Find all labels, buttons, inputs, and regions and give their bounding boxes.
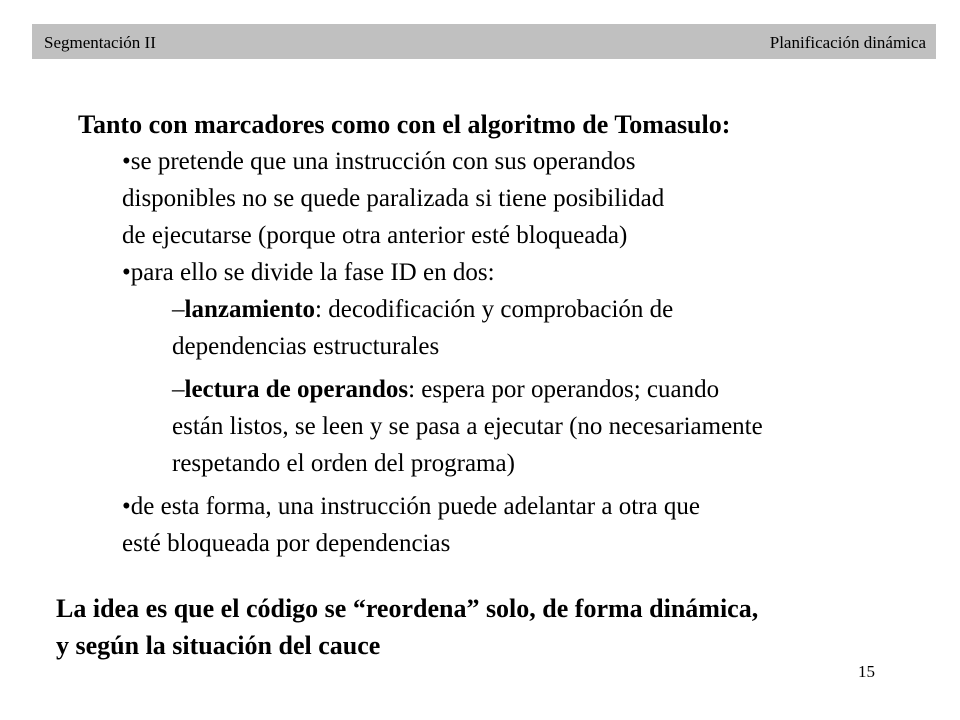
sub-1-term: lanzamiento: [184, 296, 316, 323]
sub-1-dash: –: [172, 296, 185, 323]
sub-item-lanzamiento: [172, 291, 673, 365]
sub-item-lectura-operandos: [172, 371, 763, 482]
bullet-2-line-1: •para ello se divide la fase ID en dos:: [122, 259, 495, 286]
page-number: 15: [858, 662, 875, 681]
sub-2-rest: : espera por operandos; cuando: [408, 376, 720, 403]
bullet-3-line-2: esté bloqueada por dependencias: [122, 530, 451, 557]
bullet-1-line-2: disponibles no se quede paralizada si tiene posibilidad: [122, 185, 665, 212]
bullet-item-3: [122, 488, 700, 562]
conclusion-line-1: La idea es que el código se “reordena” solo, de forma dinámica,: [56, 594, 759, 623]
conclusion-text: [56, 590, 758, 664]
bullet-3-line-1: •de esta forma, una instrucción puede adelantar a otra que: [122, 493, 700, 520]
header-bar: [32, 24, 936, 59]
bullet-item-1: [122, 143, 664, 254]
sub-1-rest: : decodificación y comprobación de: [315, 296, 674, 323]
sub-2-line-3: respetando el orden del programa): [172, 450, 515, 477]
sub-2-line-1: [172, 371, 763, 408]
bullet-1-line-3: de ejecutarse (porque otra anterior esté bloqueada): [122, 222, 628, 249]
sub-2-line-2: están listos, se leen y se pasa a ejecutar (no necesariamente: [172, 413, 763, 440]
header-topic-title: Planificación dinámica: [769, 33, 926, 52]
bullet-1-line-1: •se pretende que una instrucción con sus operandos: [122, 148, 636, 175]
sub-1-line-2: dependencias estructurales: [172, 333, 440, 360]
slide-title: Tanto con marcadores como con el algoritmo de Tomasulo:: [78, 110, 731, 139]
conclusion-line-2: y según la situación del cauce: [56, 631, 381, 660]
header-section-title: Segmentación II: [44, 33, 156, 52]
bullet-item-2: [122, 254, 495, 291]
sub-1-line-1: [172, 291, 673, 328]
sub-2-dash: –: [172, 376, 185, 403]
sub-2-term: lectura de operandos: [184, 376, 409, 403]
